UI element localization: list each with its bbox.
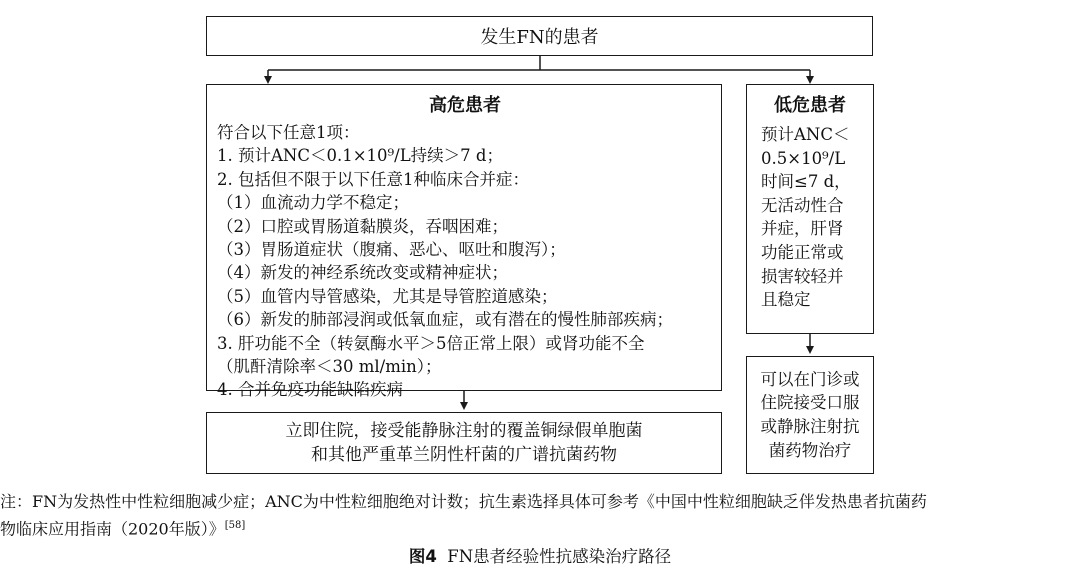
low-risk-treatment-line-2: 住院接受口服 — [760, 393, 860, 413]
figure-caption — [0, 543, 1080, 567]
high-risk-criteria-intro: 符合以下任意1项： — [217, 123, 360, 142]
comorbidity-2: （2）口腔或胃肠道黏膜炎，吞咽困难； — [217, 216, 508, 236]
low-risk-line-4: 无活动性合 — [761, 195, 844, 215]
figure-title: FN患者经验性抗感染治疗路径 — [447, 547, 672, 566]
comorbidity-3: （3）胃肠道症状（腹痛、恶心、呕吐和腹泻）； — [217, 240, 566, 260]
figure-label: 图4 — [408, 547, 437, 566]
high-risk-criterion-1: 1. 预计ANC＜0.1×10⁹/L持续＞7 d； — [217, 146, 503, 166]
low-risk-title: 低危患者 — [774, 95, 846, 116]
low-risk-line-8: 且稳定 — [761, 290, 811, 310]
patients-with-fn-text: 发生FN的患者 — [480, 27, 599, 48]
high-risk-treatment-box — [206, 412, 722, 474]
low-risk-treatment-line-3: 或静脉注射抗 — [760, 417, 860, 436]
comorbidity-5: （5）血管内导管感染，尤其是导管腔道感染； — [217, 286, 558, 306]
reference-number: [58] — [224, 520, 246, 531]
patients-with-fn-box — [206, 16, 873, 56]
comorbidity-4: （4）新发的神经系统改变或精神症状； — [217, 263, 508, 283]
comorbidity-1: （1）血流动力学不稳定； — [217, 193, 409, 213]
high-risk-treatment-line-1: 立即住院，接受能静脉注射的覆盖铜绿假单胞菌 — [285, 421, 643, 441]
low-risk-box — [746, 84, 874, 334]
high-risk-criterion-3-cont: （肌酐清除率＜30 ml/min）； — [217, 357, 442, 377]
low-risk-line-7: 损害较轻并 — [761, 266, 844, 286]
figure-note-line-2-text: 物临床应用指南（2020年版）》 — [0, 519, 225, 539]
high-risk-criterion-3: 3. 肝功能不全（转氨酶水平＞5倍正常上限）或肾功能不全 — [217, 333, 645, 353]
low-risk-line-5: 并症，肝肾 — [761, 219, 844, 239]
low-risk-line-6: 功能正常或 — [761, 242, 844, 262]
low-risk-line-3: 时间≤7 d， — [761, 172, 851, 192]
low-risk-treatment-box — [746, 356, 874, 474]
figure-note-line-1: 注：FN为发热性中性粒细胞减少症；ANC为中性粒细胞绝对计数；抗生素选择具体可参考《中国中性粒细胞缺乏伴发热患者抗菌药 — [0, 492, 927, 511]
high-risk-treatment-line-2: 和其他严重革兰阴性杆菌的广谱抗菌药物 — [311, 445, 617, 465]
figure-note-line-2 — [0, 514, 1078, 541]
high-risk-box — [206, 84, 722, 400]
low-risk-treatment-line-1: 可以在门诊或 — [760, 369, 860, 389]
low-risk-line-1: 预计ANC＜ — [761, 125, 850, 144]
comorbidity-6: （6）新发的肺部浸润或低氧血症，或有潜在的慢性肺部疾病； — [217, 310, 673, 330]
high-risk-criterion-4: 4. 合并免疫功能缺陷疾病 — [217, 380, 403, 400]
figure-note — [0, 490, 1078, 541]
high-risk-title: 高危患者 — [429, 95, 501, 116]
high-risk-criterion-2: 2. 包括但不限于以下任意1种临床合并症： — [217, 169, 529, 189]
low-risk-line-2: 0.5×10⁹/L — [761, 148, 846, 168]
low-risk-treatment-line-4: 菌药物治疗 — [768, 440, 852, 460]
